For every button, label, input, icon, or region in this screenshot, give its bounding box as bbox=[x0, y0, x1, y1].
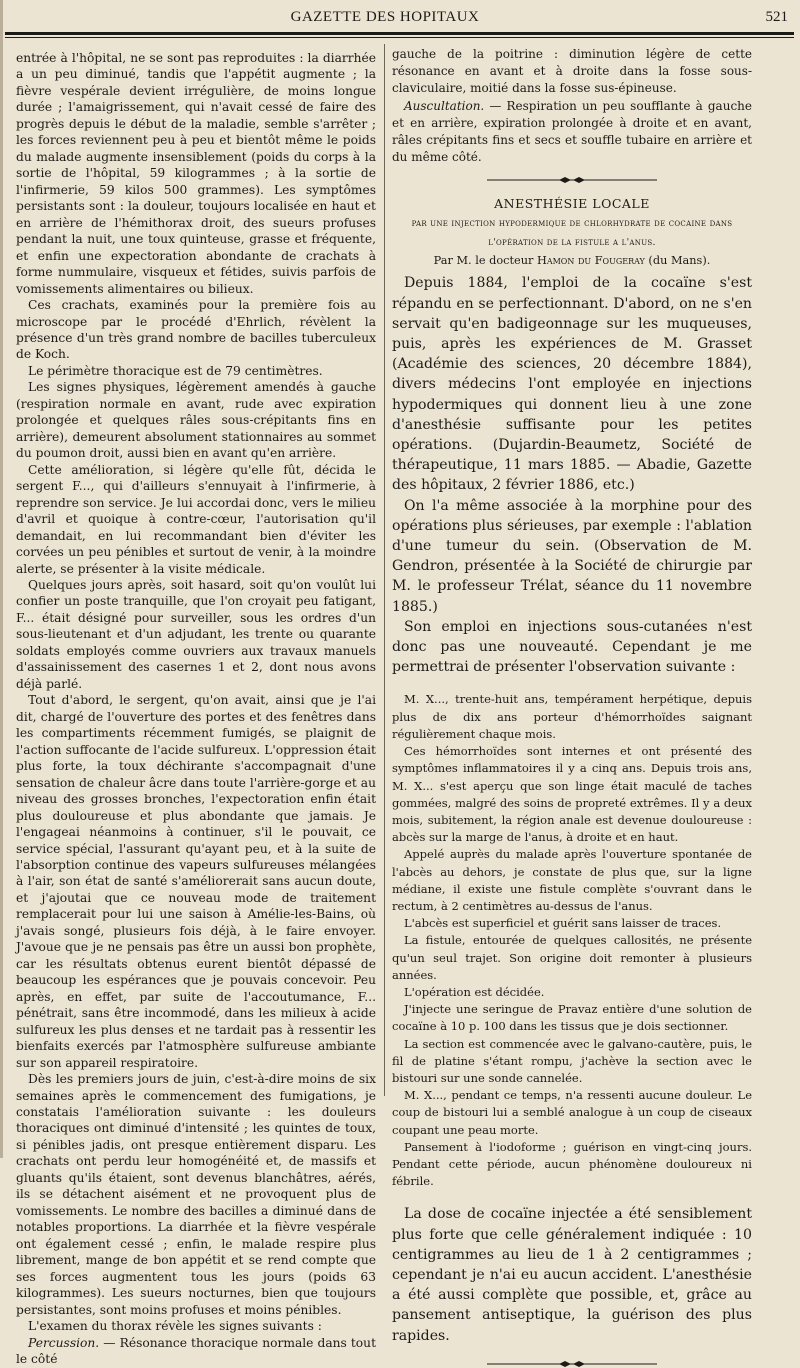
observation-paragraph: L'abcès est superficiel et guérit sans laisser de traces. bbox=[404, 916, 722, 931]
observation-paragraph: J'injecte une seringue de Pravaz entière d'une solution de cocaïne à 10 p. 100 dans les tissus que je dois sectionner. bbox=[392, 1002, 752, 1034]
paragraph: Son emploi en injections sous-cutanées n'est donc pas une nouveauté. Cependant je me permettrai de présenter l'observation suivante : bbox=[392, 618, 752, 676]
paragraph: L'examen du thorax révèle les signes suivants : bbox=[28, 1319, 322, 1334]
paragraph: Depuis 1884, l'emploi de la cocaïne s'est répandu en se perfectionnant. D'abord, on ne s'en servait qu'en badigeonnage sur les muqueuses, puis, après les expériences de M. Grasset (Académie des sciences, 20 décembre 1884), divers médecins l'ont employée en injections hypodermiques qui donnent lieu à une zone d'anesthésie suffisante pour les petites opérations. (Dujardin-Beaumetz, Société de thérapeutique, 11 mars 1885. — Abadie, Gazette des hôpitaux, 2 février 1886, etc.) bbox=[392, 275, 752, 494]
end-ornament bbox=[392, 1360, 752, 1368]
paragraph: On l'a même associée à la morphine pour des opérations plus sérieuses, par exemple : l'ablation d'une tumeur du sein. (Observation de M. Gendron, présentée à la Société de chirurgie par M. le professeur Trélat, séance du 11 novembre 1885.) bbox=[392, 497, 752, 615]
page-number: 521 bbox=[765, 9, 788, 25]
ornament-rule-icon bbox=[487, 176, 657, 184]
auscultation-heading: Auscultation. bbox=[404, 98, 485, 113]
article-author bbox=[392, 252, 752, 270]
ornament-rule-icon bbox=[487, 1360, 657, 1368]
observation-paragraph: M. X..., trente-huit ans, tempérament herpétique, depuis plus de dix ans porteur d'hémorrhoïdes saignant régulièrement chaque mois. bbox=[392, 692, 752, 741]
paragraph: Ces crachats, examinés pour la première fois au microscope par le procédé d'Ehrlich, révèlent la présence d'un très grand nombre de bacilles tuberculeux de Koch. bbox=[16, 298, 376, 362]
observation-paragraph: Pansement à l'iodoforme ; guérison en vingt-cinq jours. Pendant cette période, aucun phénomène douloureux ni fébrile. bbox=[392, 1139, 752, 1189]
article-title: ANESTHÉSIE LOCALE bbox=[494, 196, 650, 212]
article-subtitle-line-2: l'opération de la fistule a l'anus. bbox=[488, 236, 656, 248]
section-ornament bbox=[392, 176, 752, 184]
left-column bbox=[16, 50, 376, 1367]
percussion-text: — Résonance thoracique normale dans tout le côté bbox=[16, 1335, 376, 1367]
paragraph: Quelques jours après, soit hasard, soit qu'on voulût lui confier un poste tranquille, que l'on croyait peu fatigant, F... était désigné pour surveiller, sous les ordres d'un sous-lieutenant et d'un adjudant, les trente ou quarante soldats employés comme ouvriers aux travaux manuels d'assainissement des casernes 1 et 2, dont nous avons déjà parlé. bbox=[16, 578, 376, 691]
conclusion-paragraph: La dose de cocaïne injectée a été sensiblement plus forte que celle généralement indiquée : 10 centigrammes au lieu de 1 à 2 centigrammes ; cependant je n'ai eu aucun accident. L'anesthésie a été aussi complète que possible, et, grâce au pansement antiseptique, la guérison des plus rapides. bbox=[392, 1206, 752, 1344]
paragraph: Dès les premiers jours de juin, c'est-à-dire moins de six semaines après le commencement des fumigations, je constatais l'amélioration suivante : les douleurs thoraciques ont diminué d'intensité ; les quintes de toux, si pénibles jadis, ont presque entièrement disparu. Les crachats ont perdu leur homogénéité et, de massifs et gluants qu'ils étaient, sont devenus blanchâtres, aérés, ils se détachent aisément et ne provoquent plus de vomissements. Le nombre des bacilles a diminué dans de notables proportions. La diarrhée et la fièvre vespérale ont également cessé ; enfin, le malade respire plus librement, mange de bon appétit et se rend compte que ses forces augmentent tous les jours (poids 63 kilogrammes). Les sueurs nocturnes, bien que toujours persistantes, sont moins profuses et moins pénibles. bbox=[16, 1072, 376, 1317]
paragraph: Tout d'abord, le sergent, qu'on avait, ainsi que je l'ai dit, chargé de l'ouverture des portes et des fenêtres dans les compartiments récemment fumigés, se plaignit de l'action suffocante de l'acide sulfureux. L'oppression était plus forte, la toux déchirante s'accompagnait d'une sensation de chaleur âcre dans toute l'arrière-gorge et au niveau des grosses bronches, l'expectoration enfin était plus douloureuse et plus abondante que jamais. Je l'engageai néanmoins à continuer, s'il le pouvait, ce service spécial, l'assurant qu'ayant peu, et à la suite de l'absorption continue des vapeurs sulfureuses mélangées à l'air, son état de santé s'améliorerait sans aucun doute, et j'ajoutai que ce nouveau mode de traitement remplacerait pour lui une saison à Amélie-les-Bains, où j'avais songé, plusieurs fois déjà, à le faire envoyer. J'avoue que je ne pensais pas être un aussi bon prophète, car les résultats obtenus eurent bientôt dépassé de beaucoup les espérances que je pouvais concevoir. Peu après, en effet, par suite de l'accoutumance, F... pénétrait, sans être incommodé, dans les milieux à acide sulfureux les plus denses et ne tardait pas à ressentir les bienfaits exercés par l'atmosphère sulfureuse ambiante sur son appareil respiratoire. bbox=[16, 693, 376, 1070]
paragraph: Les signes physiques, légèrement amendés à gauche (respiration normale en avant, rude avec expiration prolongée et quelques râles sous-crépitants fins en arrière), demeurent absolument stationnaires au sommet du poumon droit, aussi bien en avant qu'en arrière. bbox=[16, 380, 376, 461]
observation-paragraph: L'opération est décidée. bbox=[404, 984, 545, 999]
paragraph: gauche de la poitrine : diminution légère de cette résonance en avant et à droite dans la fosse sous-claviculaire, moitié dans la fosse sus-épineuse. bbox=[392, 47, 752, 96]
author-suffix: (du Mans). bbox=[644, 254, 711, 268]
column-divider bbox=[384, 44, 385, 1096]
paragraph: Le périmètre thoracique est de 79 centimètres. bbox=[28, 363, 323, 378]
observation-paragraph: Appelé auprès du malade après l'ouverture spontanée de l'abcès au dehors, je constate de plus que, sur la ligne médiane, il existe une fistule complète s'ouvrant dans le rectum, à 2 centimètres au-dessus de l'anus. bbox=[392, 847, 752, 913]
paragraph: Cette amélioration, si légère qu'elle fût, décida le sergent F..., qui d'ailleurs s'ennuyait à l'infirmerie, à reprendre son service. Je lui accordai donc, vers le milieu d'avril et quoique à contre-cœur, l'autorisation qu'il demandait, en lui recommandant bien d'éviter les corvées un peu pénibles et surtout de venir, à la moindre alerte, se présenter à la visite médicale. bbox=[16, 462, 376, 576]
header-rule-thin bbox=[5, 37, 794, 38]
author-name: Hamon du Fougeray bbox=[536, 254, 645, 268]
auscultation-text: — Respiration un peu soufflante à gauche et en arrière, expiration prolongée à droite et en avant, râles crépitants fins et secs et souffle tubaire en arrière et du même côté. bbox=[392, 98, 752, 165]
paragraph-auscultation bbox=[392, 98, 752, 167]
observation-paragraph: Ces hémorrhoïdes sont internes et ont présenté des symptômes inflammatoires il y a cinq ans. Depuis trois ans, M. X... s'est aperçu que son linge était maculé de taches gommées, malgré des soins de propreté extrêmes. Il y a deux mois, subitement, la région anale est devenue douloureuse : abcès sur la marge de l'anus, à droite et en haut. bbox=[392, 744, 752, 845]
paragraph-percussion bbox=[16, 1335, 376, 1368]
running-header-title: GAZETTE DES HOPITAUX bbox=[290, 9, 480, 25]
paragraph: entrée à l'hôpital, ne se sont pas reproduites : la diarrhée a un peu diminué, tandis que l'appétit augmente ; la fièvre vespérale devient irrégulière, de moins longue durée ; l'amaigrissement, qui n'avait cessé de faire des progrès depuis le début de la maladie, semble s'arrêter ; les forces reviennent peu à peu et bientôt même le poids du malade augmente insensiblement (poids du corps à la sortie de l'hôpital, 59 kilogrammes ; à la sortie de l'infirmerie, 59 kilos 500 grammes). Les symptômes persistants sont : la douleur, toujours localisée en haut et en arrière de l'hémithorax droit, des sueurs profuses pendant la nuit, une toux quinteuse, grasse et fréquente, et enfin une expectoration abondante de crachats à forme nummulaire, visqueux et fétides, suivis parfois de vomissements alimentaires ou bilieux. bbox=[16, 51, 376, 296]
observation-paragraph: La section est commencée avec le galvano-cautère, puis, le fil de platine s'étant rompu, j'achève la section avec le bistouri sur une sonde cannelée. bbox=[392, 1036, 752, 1085]
right-column bbox=[392, 46, 752, 1344]
percussion-heading: Percussion. bbox=[28, 1335, 100, 1350]
observation-paragraph: La fistule, entourée de quelques callosités, ne présente qu'un seul trajet. Son origine doit remonter à plusieurs années. bbox=[392, 933, 752, 982]
page-edge bbox=[0, 0, 3, 1158]
article-subtitle-line-1: par une injection hypodermique de chlorhydrate de cocaine dans bbox=[411, 218, 733, 230]
observation-paragraph: M. X..., pendant ce temps, n'a ressenti aucune douleur. Le coup de bistouri lui a semblé analogue à un coup de ciseaux coupant une peau morte. bbox=[392, 1088, 752, 1137]
author-prefix: Par M. le docteur bbox=[433, 254, 537, 268]
